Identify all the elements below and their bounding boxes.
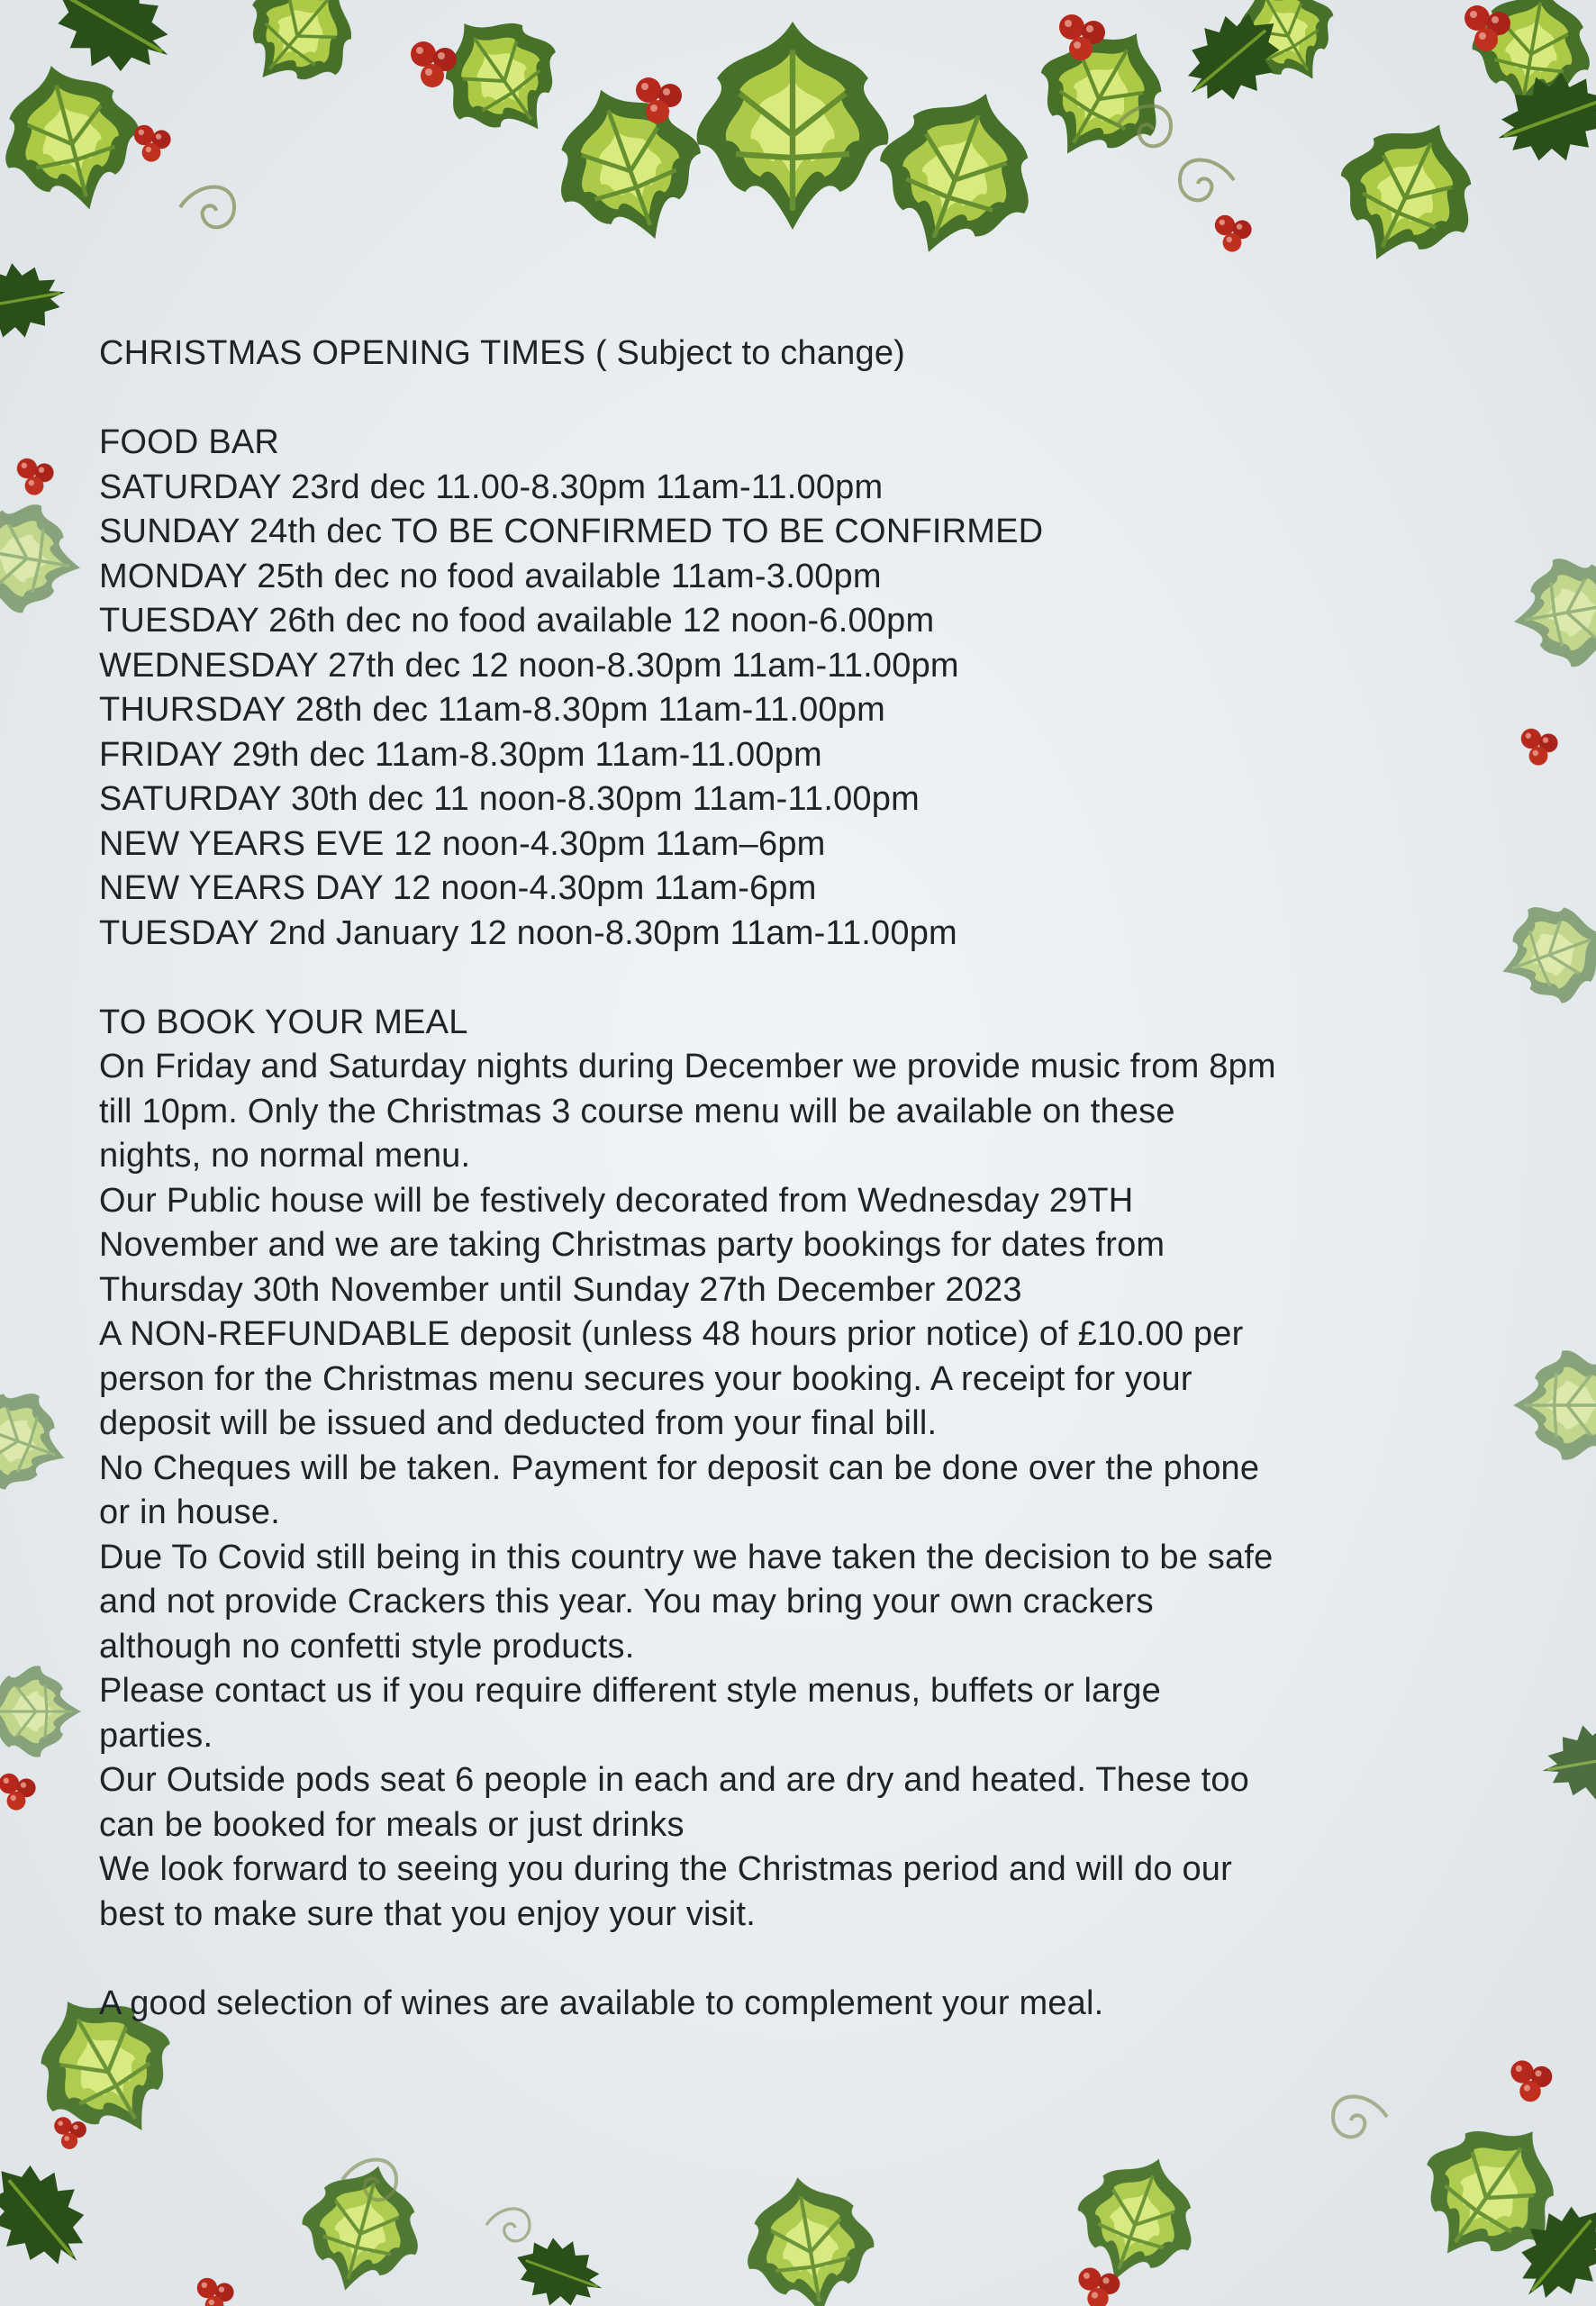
- booking-paragraph-crackers: [99, 1536, 1504, 1670]
- paragraph-line: No Cheques will be taken. Payment for deposit can be done over the phone: [99, 1448, 1260, 1487]
- hours-row: FRIDAY 29th dec 11am-8.30pm 11am-11.00pm: [99, 735, 822, 774]
- paragraph-line: On Friday and Saturday nights during December we provide music from 8pm: [99, 1048, 1276, 1085]
- paragraph-line: Due To Covid still being in this country we have taken the decision to be safe: [99, 1538, 1274, 1576]
- booking-heading: TO BOOK YOUR MEAL: [99, 1003, 468, 1041]
- paragraph-line: nights, no normal menu.: [99, 1137, 471, 1175]
- paragraph-line: deposit will be issued and deducted from your final bill.: [99, 1404, 938, 1442]
- paragraph-line: and not provide Crackers this year. You may bring your own crackers: [99, 1583, 1154, 1621]
- booking-paragraph-decorations: [99, 1179, 1504, 1313]
- booking-paragraph-pods: [99, 1758, 1504, 1848]
- paragraph-line: Our Outside pods seat 6 people in each and are dry and heated. These too: [99, 1761, 1250, 1799]
- booking-paragraph-contact: [99, 1669, 1504, 1758]
- food-bar-hours-list: [99, 466, 1504, 957]
- wine-note: A good selection of wines are available to complement your meal.: [99, 1984, 1104, 2022]
- hours-row: NEW YEARS DAY 12 noon-4.30pm 11am-6pm: [99, 869, 817, 907]
- paragraph-line: Thursday 30th November until Sunday 27th December 2023: [99, 1270, 1022, 1309]
- hours-row: SUNDAY 24th dec TO BE CONFIRMED TO BE CONFIRMED: [99, 513, 1044, 550]
- hours-row: TUESDAY 26th dec no food available 12 noon-6.00pm: [99, 602, 935, 640]
- booking-paragraph-payment: [99, 1447, 1504, 1536]
- paragraph-line: November and we are taking Christmas party bookings for dates from: [99, 1226, 1165, 1264]
- paragraph-line: parties.: [99, 1716, 213, 1755]
- paragraph-line: person for the Christmas menu secures your booking. A receipt for your: [99, 1359, 1192, 1398]
- paragraph-line: A NON-REFUNDABLE deposit (unless 48 hours prior notice) of £10.00 per: [99, 1315, 1244, 1353]
- hours-row: WEDNESDAY 27th dec 12 noon-8.30pm 11am-11.00pm: [99, 646, 959, 685]
- hours-row: TUESDAY 2nd January 12 noon-8.30pm 11am-11.00pm: [99, 913, 957, 952]
- paragraph-line: Our Public house will be festively decorated from Wednesday 29TH: [99, 1181, 1134, 1220]
- booking-paragraph-music: [99, 1045, 1504, 1179]
- paragraph-line: although no confetti style products.: [99, 1627, 635, 1666]
- booking-paragraph-deposit: [99, 1312, 1504, 1447]
- page-title: CHRISTMAS OPENING TIMES ( Subject to change): [99, 334, 906, 372]
- hours-row: SATURDAY 30th dec 11 noon-8.30pm 11am-11.00pm: [99, 780, 920, 818]
- paragraph-line: We look forward to seeing you during the Christmas period and will do our: [99, 1850, 1232, 1888]
- hours-row: MONDAY 25th dec no food available 11am-3.00pm: [99, 557, 882, 595]
- hours-row: SATURDAY 23rd dec 11.00-8.30pm 11am-11.00pm: [99, 468, 884, 506]
- booking-paragraph-closing-wish: [99, 1848, 1504, 1937]
- paragraph-line: can be booked for meals or just drinks: [99, 1805, 685, 1844]
- hours-row: NEW YEARS EVE 12 noon-4.30pm 11am–6pm: [99, 824, 826, 863]
- paragraph-line: best to make sure that you enjoy your visit.: [99, 1894, 757, 1933]
- paragraph-line: or in house.: [99, 1493, 280, 1531]
- paragraph-line: Please contact us if you require different style menus, buffets or large: [99, 1672, 1161, 1710]
- paragraph-line: till 10pm. Only the Christmas 3 course menu will be available on these: [99, 1092, 1175, 1130]
- notice-body: [99, 331, 1504, 2026]
- food-bar-heading: FOOD BAR: [99, 423, 280, 461]
- hours-row: THURSDAY 28th dec 11am-8.30pm 11am-11.00pm: [99, 691, 885, 729]
